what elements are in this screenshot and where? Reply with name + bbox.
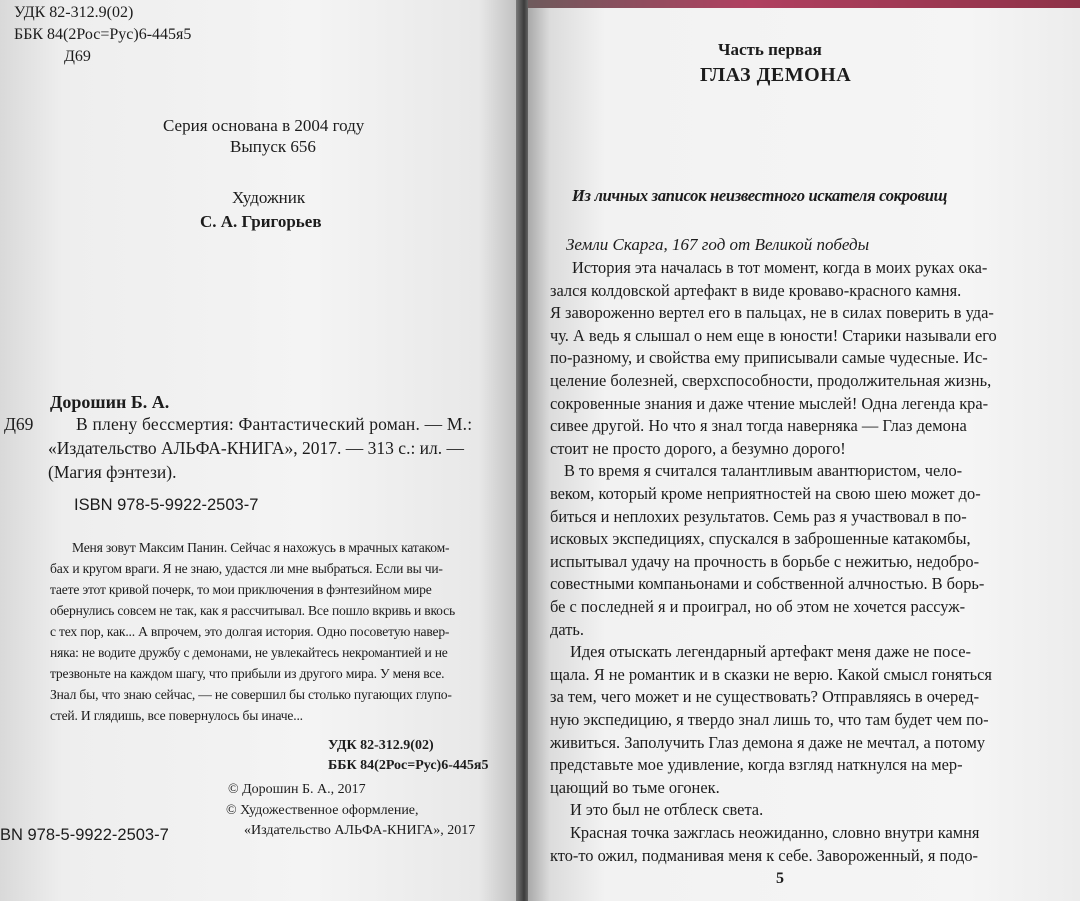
body-line: целение болезней, сверхспособности, продолжительная жизнь,	[550, 371, 992, 390]
isbn-bottom: BN 978-5-9922-2503-7	[0, 826, 169, 844]
body-line: по-разному, и свойства ему приписывали самые чудесные. Ис-	[550, 348, 988, 368]
index-code: Д69	[4, 414, 34, 434]
body-line: веком, который кроме неприятностей на свою шею может до-	[550, 484, 981, 503]
annotation-line: Меня зовут Максим Панин. Сейчас я нахожусь в мрачных катаком-	[72, 540, 450, 555]
isbn: ISBN 978-5-9922-2503-7	[74, 496, 259, 514]
body-line: представьте мое удивление, когда взгляд наткнулся на мер-	[550, 755, 963, 775]
bbk-code: ББК 84(2Рос=Рус)6-445я5	[14, 26, 192, 43]
annotation-line: с тех пор, как... А впрочем, это долгая история. Одно посоветую навер-	[50, 624, 450, 639]
body-line: Идея отыскать легендарный артефакт меня даже не посе-	[570, 642, 971, 662]
author-name: Дорошин Б. А.	[50, 392, 170, 412]
biblio-line: «Издательство АЛЬФА-КНИГА», 2017. — 313 с.: ил. —	[48, 438, 465, 458]
annotation-line: Знал бы, что знаю сейчас, — не совершил бы столько пугающих глупо-	[50, 687, 452, 702]
body-line: Я завороженно вертел его в пальцах, не в силах поверить в уда-	[550, 303, 994, 323]
body-line: живиться. Заполучить Глаз демона я даже не мечтал, а потому	[550, 732, 986, 752]
annotation-line: стей. И глядишь, все повернулось бы иначе...	[50, 708, 303, 723]
body-line: щала. Я не романтик и в сказки не верю. Какой смысл гоняться	[550, 664, 992, 684]
epigraph: Земли Скарга, 167 год от Великой победы	[566, 235, 870, 254]
body-line: Красная точка зажглась неожиданно, словно внутри камня	[570, 823, 980, 842]
annotation-line: таете этот кривой почерк, то мои приключения в фэнтезийном мире	[50, 582, 432, 597]
copyright-art: © Художественное оформление,	[226, 803, 419, 818]
udk-code-footer: УДК 82-312.9(02)	[328, 738, 434, 753]
body-line: зался колдовской артефакт в виде кроваво-красного камня.	[550, 280, 962, 300]
cover-edge	[528, 0, 1080, 8]
body-line: сивее другой. Но что я знал тогда наверняка — Глаз демона	[550, 416, 967, 436]
bbk-code-footer: ББК 84(2Рос=Рус)6-445я5	[328, 758, 489, 773]
author-mark: Д69	[64, 48, 91, 65]
body-line: исковых экспедициях, спускался в заброшенные катакомбы,	[550, 529, 971, 549]
part-label: Часть первая	[718, 40, 822, 59]
body-line: цающий во тьме огонек.	[550, 777, 720, 797]
copyright-author: © Дорошин Б. А., 2017	[228, 782, 366, 797]
biblio-line: (Магия фэнтези).	[48, 462, 177, 482]
series-founded: Серия основана в 2004 году	[163, 116, 365, 135]
annotation-line: обернулись совсем не так, как я рассчитывал. Все пошло вкривь и вкось	[50, 603, 455, 618]
annotation-line: няка: не водите дружбу с демонами, не увлекайтесь некромантией и не	[50, 645, 448, 660]
body-line: кто-то ожил, подманивая меня к себе. Завороженный, я подо-	[550, 845, 978, 865]
body-line: чу. А ведь я слышал о нем еще в юности! Старики называли его	[550, 325, 997, 345]
artist-label: Художник	[232, 188, 306, 207]
body-line: биться и неплохих результатов. Семь раз я участвовал в по-	[550, 506, 967, 526]
udk-code: УДК 82-312.9(02)	[14, 4, 134, 21]
page-number: 5	[776, 870, 784, 888]
annotation-line: бах и кругом враги. Я не знаю, удастся ли мне выбраться. Если вы чи-	[50, 561, 443, 576]
body-line: сокровенные знания и даже чтение мыслей! Одна легенда кра-	[550, 393, 989, 413]
body-line: испытывал удачу на прочность в борьбе с нежитью, недобро-	[550, 551, 980, 571]
series-issue: Выпуск 656	[230, 137, 316, 156]
body-line: И это был не отблеск света.	[570, 800, 764, 820]
artist-name: С. А. Григорьев	[200, 212, 322, 231]
body-line: История эта началась в тот момент, когда в моих руках ока-	[572, 258, 988, 277]
body-line: бе с последней я и проиграл, но об этом не хочется рассуж-	[550, 597, 966, 616]
body-line: В то время я считался талантливым авантюристом, чело-	[564, 461, 963, 481]
body-line: за тем, чего может и не существовать? Отправляясь в очеред-	[550, 687, 980, 707]
chapter-title: ГЛАЗ ДЕМОНА	[700, 64, 852, 86]
left-page	[0, 0, 520, 901]
body-line: стоит не просто дорого, а безумно дорого!	[550, 438, 846, 458]
right-page	[528, 0, 1080, 901]
copyright-publisher: «Издательство АЛЬФА-КНИГА», 2017	[244, 823, 476, 838]
body-line: ную экспедицию, я твердо знал лишь то, что там будет чем по-	[550, 710, 989, 729]
body-line: дать.	[550, 619, 584, 639]
annotation-line: трезвоньте на каждом шагу, что прибыли из другого мира. У меня все.	[50, 666, 445, 681]
body-line: совестными компаньонами и собственной алчностью. В борь-	[550, 574, 985, 594]
subtitle: Из личных записок неизвестного искателя сокровищ	[572, 186, 948, 205]
biblio-line: В плену бессмертия: Фантастический роман. — М.:	[76, 414, 473, 434]
